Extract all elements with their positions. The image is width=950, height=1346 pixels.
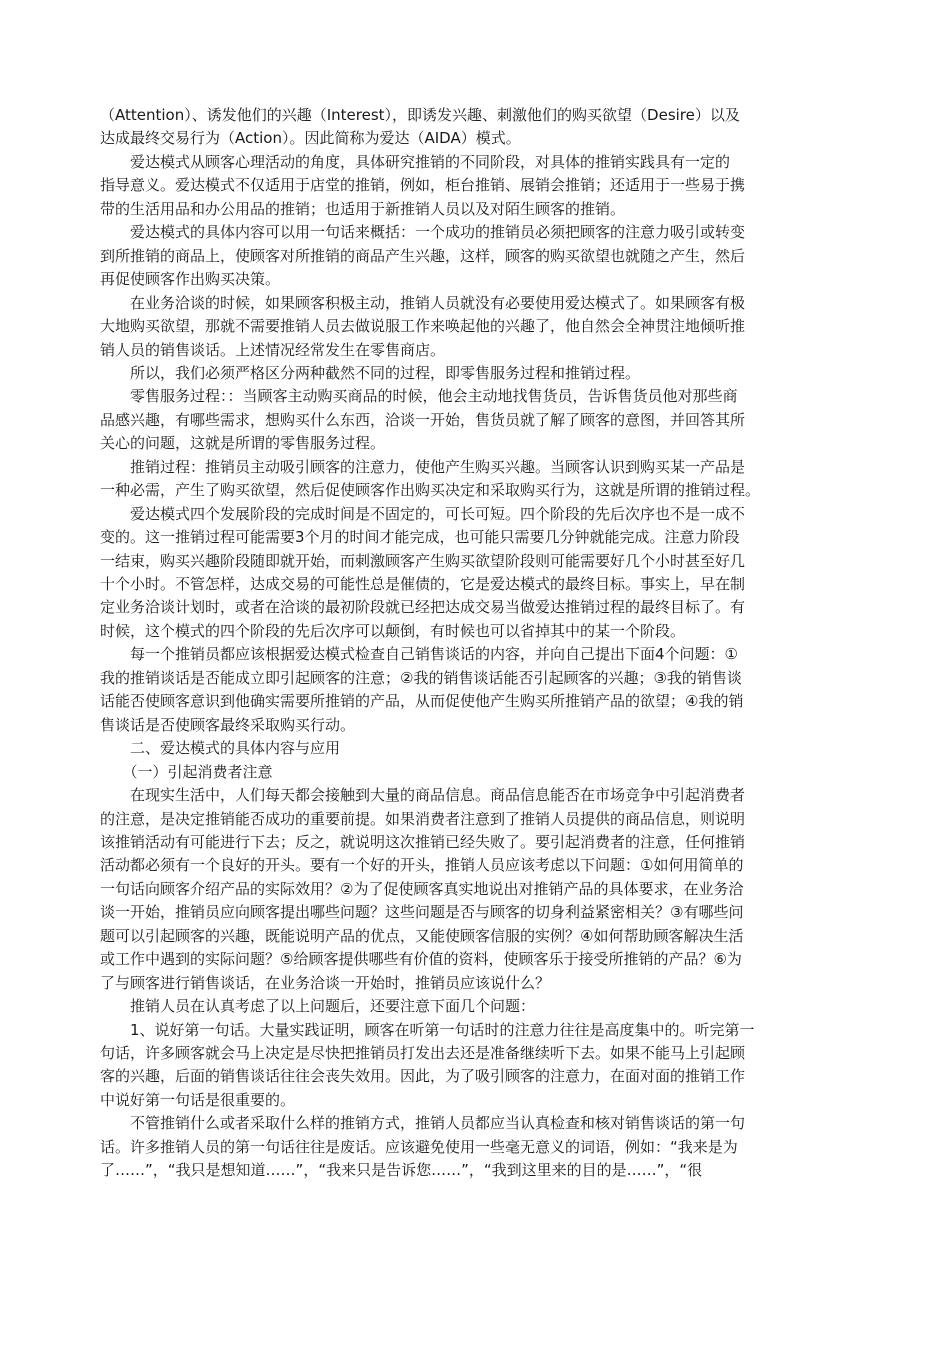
text-line: 爱达模式四个发展阶段的完成时间是不固定的，可长可短。四个阶段的先后次序也不是一成不: [100, 504, 746, 523]
text-line: 所以，我们必须严格区分两种截然不同的过程，即零售服务过程和推销过程。: [100, 363, 641, 382]
text-line: 关心的问题，这就是所谓的零售服务过程。: [100, 434, 386, 453]
text-line: 推销人员在认真考虑了以上问题后，还要注意下面几个问题：: [100, 997, 536, 1016]
text-line: 的注意，是决定推销能否成功的重要前提。如果消费者注意到了推销人员提供的商品信息，则说明: [100, 809, 746, 828]
text-line: 到所推销的商品上，使顾客对所推销的商品产生兴趣，这样，顾客的购买欲望也就随之产生，然后: [100, 246, 746, 265]
text-line: 再促使顾客作出购买决策。: [100, 270, 281, 289]
text-line: （Attention）、诱发他们的兴趣（Interest），即诱发兴趣、刺激他们的购买欲望（Desire）以及: [100, 106, 740, 124]
text-line: 达成最终交易行为（Action）。因此简称为爱达（AIDA）模式。: [100, 129, 521, 148]
text-line: 十个小时。不管怎样，达成交易的可能性总是催债的，它是爱达模式的最终目标。事实上，早在制: [100, 575, 746, 593]
text-line: 大地购买欲望，那就不需要推销人员去做说服工作来唤起他的兴趣了，他自然会全神贯注地倾听推: [100, 317, 746, 336]
text-line: 在业务洽谈的时候，如果顾客积极主动，推销人员就没有必要使用爱达模式了。如果顾客有极: [100, 293, 746, 312]
text-line: 每一个推销员都应该根据爱达模式检查自己销售谈话的内容，并向自己提出下面4个问题：①: [100, 645, 738, 664]
text-line: 定业务洽谈计划时，或者在洽谈的最初阶段就已经把达成交易当做爱达推销过程的最终目标了。有: [100, 598, 746, 617]
text-line: 一种必需，产生了购买欲望，然后促使顾客作出购买决定和采取购买行为，这就是所谓的推销过程。: [100, 481, 761, 500]
text-line: 品感兴趣，有哪些需求，想购买什么东西，洽谈一开始，售货员就了解了顾客的意图，并回答其所: [100, 410, 746, 429]
text-line: 售谈话是否使顾客最终采取购买行动。: [100, 715, 356, 734]
text-line: 一句话向顾客介绍产品的实际效用？②为了促使顾客真实地说出对推销产品的具体要求，在业务洽: [100, 879, 744, 898]
text-line: 零售服务过程：：当顾客主动购买商品的时候，他会主动地找售货员，告诉售货员他对那些商: [100, 387, 738, 406]
text-line: 在现实生活中，人们每天都会接触到大量的商品信息。商品信息能否在市场竞争中引起消费者: [100, 786, 746, 805]
text-line: 活动都必须有一个良好的开头。要有一个好的开头，推销人员应该考虑以下问题：①如何用简单的: [100, 856, 744, 875]
text-line: 二、爱达模式的具体内容与应用: [100, 739, 341, 758]
text-line: 变的。这一推销过程可能需要3个月的时间才能完成，也可能只需要几分钟就能完成。注意力阶段: [100, 528, 740, 547]
text-line: 句话，许多顾客就会马上决定是尽快把推销员打发出去还是准备继续听下去。如果不能马上引起顾: [100, 1044, 746, 1062]
text-line: 了与顾客进行销售谈话，在业务洽谈一开始时，推销员应该说什么？: [100, 973, 551, 992]
text-line: 指导意义。爱达模式不仅适用于店堂的推销，例如，柜台推销、展销会推销；还适用于一些易于携: [100, 176, 746, 195]
text-line: 题可以引起顾客的兴趣，既能说明产品的优点，又能使顾客信服的实例？④如何帮助顾客解决生活: [100, 926, 744, 945]
text-line: 销人员的销售谈话。上述情况经常发生在零售商店。: [100, 340, 446, 359]
text-line: 带的生活用品和办公用品的推销；也适用于新推销人员以及对陌生顾客的推销。: [100, 199, 626, 218]
text-line: 话能否使顾客意识到他确实需要所推销的产品，从而促使他产生购买所推销产品的欲望；④我的销: [100, 692, 744, 711]
text-line: 该推销活动有可能进行下去；反之，就说明这次推销已经失败了。要引起消费者的注意，任何推销: [100, 832, 746, 851]
text-line: 或工作中遇到的实际问题？⑤给顾客提供哪些有价值的资料，使顾客乐于接受所推销的产品？⑥为: [100, 950, 742, 969]
text-line: （一）引起消费者注意: [100, 762, 273, 781]
text-line: 中说好第一句话是很重要的。: [100, 1090, 296, 1109]
text-line: 爱达模式从顾客心理活动的角度，具体研究推销的不同阶段，对具体的推销实践具有一定的: [100, 152, 731, 171]
text-line: 不管推销什么或者采取什么样的推销方式，推销人员都应当认真检查和核对销售谈话的第一句: [100, 1114, 746, 1133]
text-line: 一结束，购买兴趣阶段随即就开始，而刺激顾客产生购买欲望阶段则可能需要好几个小时甚至好几: [100, 551, 746, 570]
text-line: 了……”，“我只是想知道……”，“我来只是告诉您……”，“我到这里来的目的是……”，“很: [100, 1161, 703, 1180]
text-line: 时候，这个模式的四个阶段的先后次序可以颠倒，有时候也可以省掉其中的某一个阶段。: [100, 621, 686, 640]
text-line: 1、说好第一句话。大量实践证明，顾客在听第一句话时的注意力往往是高度集中的。听完第一: [100, 1020, 755, 1039]
text-line: 话。许多推销人员的第一句话往往是废话。应该避免使用一些毫无意义的词语，例如：“我来是为: [100, 1137, 738, 1156]
text-line: 推销过程：推销员主动吸引顾客的注意力，使他产生购买兴趣。当顾客认识到购买某一产品是: [100, 457, 746, 476]
text-line: 客的兴趣，后面的销售谈话往往会丧失效用。因此，为了吸引顾客的注意力，在面对面的推销工作: [100, 1067, 746, 1086]
text-line: 爱达模式的具体内容可以用一句话来概括：一个成功的推销员必须把顾客的注意力吸引或转变: [100, 223, 746, 242]
text-line: 我的推销谈话是否能成立即引起顾客的注意；②我的销售谈话能否引起顾客的兴趣；③我的销售谈: [100, 668, 742, 687]
text-line: 谈一开始，推销员应向顾客提出哪些问题？这些问题是否与顾客的切身利益紧密相关？③有哪些问: [100, 903, 744, 922]
